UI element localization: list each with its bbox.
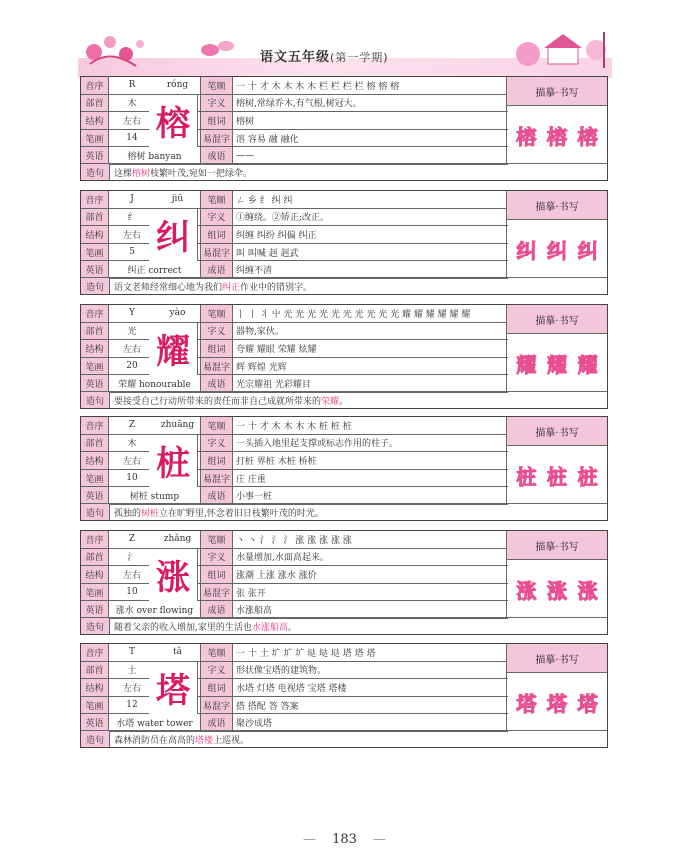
field-label: 组词: [201, 340, 233, 357]
practice-area: [506, 305, 607, 393]
trace-character: 榕: [546, 124, 567, 149]
field-label: 部首: [81, 209, 109, 226]
trace-character: 榕: [516, 124, 537, 149]
trace-character: 耀: [577, 352, 598, 377]
strokes-value: 12: [126, 700, 138, 711]
stroke_order-value: 一 十 土 圹 圹 圹 垯 垯 垯 塔 塔 塔: [236, 648, 376, 659]
example-sentence: 语文老师经常细心地为我们 纠正 作业中的错别字。: [114, 282, 313, 293]
field-label: 造句: [81, 504, 110, 520]
practice-title: 描摹·书写: [507, 191, 607, 220]
trace-character: 纠: [546, 238, 567, 263]
field-label: 组词: [201, 679, 233, 696]
idiom-value: 光宗耀祖 光彩耀目: [236, 380, 311, 391]
page-footer: [0, 832, 689, 847]
initial-value: R: [128, 80, 136, 91]
trace-character: 纠: [577, 238, 598, 263]
field-label: 字义: [201, 435, 233, 452]
meaning-value: 水量增加,水面高起来。: [236, 553, 329, 564]
example-sentence: 这棵 榕树 枝繁叶茂,宛如一把绿伞。: [114, 168, 252, 179]
flower-decoration-icon: [80, 28, 152, 72]
field-label: 组词: [201, 226, 233, 243]
field-label: 部首: [81, 549, 109, 566]
trace-character: 塔: [577, 691, 598, 716]
stroke_order-value: 一 十 才 木 木 木 木 栏 栏 栏 栏 榕 榕 榕: [236, 81, 400, 92]
example-sentence: 孤独的 树桩 立在旷野里,怀念着旧日枝繁叶茂的时光。: [114, 508, 324, 519]
footer-dash: —: [373, 832, 387, 847]
trace-character: 塔: [546, 691, 567, 716]
character-card: [80, 416, 608, 521]
character-card: [80, 643, 608, 748]
trace-character: 纠: [516, 238, 537, 263]
example-sentence-row: [81, 617, 607, 634]
words-value: 涨潮 上涨 涨水 涨价: [236, 570, 317, 581]
stroke_order-value: 丶 丶 氵 氵 氵 涨 涨 涨 涨 涨: [236, 535, 352, 546]
field-label: 部首: [81, 95, 109, 112]
field-label: 音序: [81, 305, 109, 322]
field-label: 笔顺: [201, 191, 233, 208]
field-label: 笔画: [81, 584, 109, 601]
field-label: 成语: [201, 147, 233, 164]
field-label: 字义: [201, 323, 233, 340]
pinyin-value: tǎ: [155, 644, 201, 661]
initial-value: T: [128, 647, 135, 658]
meaning-value: 一头插入地里起支撑或标志作用的柱子。: [236, 439, 399, 450]
english-value: 水塔 water tower: [109, 714, 201, 731]
practice-title: 描摹·书写: [507, 531, 607, 560]
field-label: 易混字: [201, 244, 233, 261]
field-label: 易混字: [201, 358, 233, 375]
meaning-value: ①缠绕。②矫正;改正。: [236, 213, 330, 224]
field-label: 结构: [81, 226, 109, 243]
example-sentence-row: [81, 730, 607, 747]
example-sentence: 随着父亲的收入增加,家里的生活也 水涨船高 。: [114, 622, 297, 633]
english-value: 涨水 over flowing: [109, 601, 201, 618]
character-card: [80, 190, 608, 295]
words-value: 纠缠 纠纷 纠偏 纠正: [236, 230, 317, 241]
confusable-value: 辉 辉煌 光辉: [236, 362, 287, 373]
idiom-value: 小事一桩: [236, 492, 273, 503]
radical-value: 木: [127, 439, 137, 450]
field-label: 结构: [81, 452, 109, 469]
idiom-value: 纠缠不清: [236, 266, 273, 277]
radical-value: 土: [127, 666, 137, 677]
initial-value: Z: [128, 420, 136, 431]
example-sentence-row: [81, 503, 607, 520]
field-label: 组词: [201, 112, 233, 129]
character-card: [80, 304, 608, 409]
field-label: 造句: [81, 731, 110, 747]
field-label: 英语: [81, 147, 109, 164]
confusable-value: 庄 庄重: [236, 474, 266, 485]
radical-value: 木: [127, 99, 137, 110]
field-label: 笔顺: [201, 77, 233, 94]
english-value: 荣耀 honourable: [109, 375, 201, 392]
field-label: 造句: [81, 392, 110, 408]
example-sentence-row: [81, 277, 607, 294]
page-number: 183: [332, 832, 357, 847]
main-character: 纠: [149, 209, 198, 262]
trace-character: 耀: [516, 352, 537, 377]
words-value: 打桩 界桩 木桩 桥桩: [236, 456, 317, 467]
field-label: 结构: [81, 112, 109, 129]
strokes-value: 10: [126, 587, 138, 598]
practice-area: [506, 191, 607, 279]
confusable-value: 搭 搭配 答 答案: [236, 701, 299, 712]
field-label: 英语: [81, 261, 109, 278]
field-label: 笔顺: [201, 644, 233, 661]
field-label: 笔顺: [201, 531, 233, 548]
field-label: 音序: [81, 644, 109, 661]
character-card: [80, 530, 608, 635]
field-label: 组词: [201, 566, 233, 583]
strokes-value: 14: [126, 133, 138, 144]
house-decoration-icon: [508, 28, 612, 74]
trace-character: 桩: [546, 464, 567, 489]
structure-value: 左右: [122, 570, 141, 581]
example-sentence-row: [81, 391, 607, 408]
field-label: 成语: [201, 601, 233, 618]
field-label: 组词: [201, 452, 233, 469]
structure-value: 左右: [122, 344, 141, 355]
structure-value: 左右: [122, 456, 141, 467]
example-sentence-row: [81, 163, 607, 180]
field-label: 字义: [201, 662, 233, 679]
practice-title: 描摹·书写: [507, 305, 607, 334]
field-label: 英语: [81, 601, 109, 618]
field-label: 部首: [81, 435, 109, 452]
character-card: [80, 76, 608, 181]
field-label: 英语: [81, 487, 109, 504]
practice-title: 描摹·书写: [507, 644, 607, 673]
page-title: 语文五年级(第一学期): [260, 50, 389, 65]
idiom-value: ——: [236, 150, 254, 161]
main-character: 涨: [149, 549, 198, 602]
trace-character: 榕: [577, 124, 598, 149]
field-label: 笔顺: [201, 417, 233, 434]
field-label: 易混字: [201, 470, 233, 487]
field-label: 音序: [81, 531, 109, 548]
field-label: 音序: [81, 77, 109, 94]
field-label: 笔画: [81, 470, 109, 487]
example-sentence: 要接受自己行动所带来的责任而非自己成就所带来的 荣耀 。: [114, 396, 349, 407]
stroke_order-value: ㄥ 乡 纟 纠 纠: [236, 195, 293, 206]
field-label: 易混字: [201, 584, 233, 601]
trace-character: 耀: [546, 352, 567, 377]
practice-area: [506, 417, 607, 505]
field-label: 字义: [201, 549, 233, 566]
strokes-value: 10: [126, 473, 138, 484]
trace-character: 涨: [516, 578, 537, 603]
page-header: [78, 28, 612, 76]
words-value: 夸耀 耀眼 荣耀 炫耀: [236, 344, 317, 355]
example-sentence: 森林消防员在高高的 塔楼 上巡视。: [114, 735, 250, 746]
idiom-value: 聚沙成塔: [236, 719, 273, 730]
meaning-value: 器物,家伙。: [236, 327, 284, 338]
practice-title: 描摹·书写: [507, 417, 607, 446]
field-label: 部首: [81, 323, 109, 340]
stroke_order-value: 丨 丨 丬 屮 光 光 光 光 光 光 光 光 光 光 耀 耀 耀 耀 耀 耀: [236, 309, 471, 320]
pinyin-value: jiū: [155, 191, 201, 208]
radical-value: 光: [127, 327, 137, 338]
field-label: 造句: [81, 278, 110, 294]
trace-character: 涨: [546, 578, 567, 603]
stroke_order-value: 一 十 才 木 木 木 木 桩 桩 桩: [236, 421, 352, 432]
main-character: 塔: [149, 662, 198, 715]
practice-area: [506, 644, 607, 732]
structure-value: 左右: [122, 116, 141, 127]
english-value: 纠正 correct: [109, 261, 201, 278]
strokes-value: 5: [129, 247, 135, 258]
field-label: 笔画: [81, 697, 109, 714]
practice-title: 描摹·书写: [507, 77, 607, 106]
field-label: 字义: [201, 209, 233, 226]
field-label: 造句: [81, 618, 110, 634]
field-label: 易混字: [201, 697, 233, 714]
radical-value: 氵: [127, 553, 137, 564]
field-label: 音序: [81, 417, 109, 434]
field-label: 部首: [81, 662, 109, 679]
initial-value: Y: [129, 308, 135, 319]
words-value: 水塔 灯塔 电视塔 宝塔 塔楼: [236, 683, 347, 694]
field-label: 成语: [201, 487, 233, 504]
trace-character: 桩: [516, 464, 537, 489]
trace-character: 桩: [577, 464, 598, 489]
field-label: 成语: [201, 714, 233, 731]
english-value: 树桩 stump: [109, 487, 201, 504]
field-label: 笔画: [81, 358, 109, 375]
pinyin-value: róng: [155, 77, 201, 94]
field-label: 笔画: [81, 244, 109, 261]
trace-character: 涨: [577, 578, 598, 603]
field-label: 音序: [81, 191, 109, 208]
idiom-value: 水涨船高: [236, 606, 273, 617]
english-value: 榕树 banyan: [109, 147, 201, 164]
confusable-value: 叫 叫喊 赳 赳武: [236, 248, 299, 259]
field-label: 造句: [81, 164, 110, 180]
pinyin-value: yào: [155, 305, 201, 322]
field-label: 结构: [81, 340, 109, 357]
words-value: 榕树: [236, 116, 255, 127]
field-label: 结构: [81, 679, 109, 696]
confusable-value: 张 张开: [236, 588, 266, 599]
structure-value: 左右: [122, 230, 141, 241]
trace-character: 塔: [516, 691, 537, 716]
practice-area: [506, 77, 607, 165]
field-label: 笔画: [81, 130, 109, 147]
field-label: 成语: [201, 375, 233, 392]
footer-dash: —: [302, 832, 316, 847]
initial-value: Z: [128, 534, 136, 545]
practice-area: [506, 531, 607, 619]
strokes-value: 20: [126, 361, 138, 372]
structure-value: 左右: [122, 683, 141, 694]
leaf-decoration-icon: [198, 34, 238, 64]
radical-value: 纟: [127, 213, 137, 224]
field-label: 成语: [201, 261, 233, 278]
meaning-value: 榕树,常绿乔木,有气根,树冠大。: [236, 99, 362, 110]
field-label: 英语: [81, 714, 109, 731]
main-character: 榕: [149, 95, 198, 148]
field-label: 结构: [81, 566, 109, 583]
main-character: 耀: [149, 323, 198, 376]
field-label: 英语: [81, 375, 109, 392]
initial-value: J: [130, 194, 134, 205]
pinyin-value: zhuāng: [155, 417, 201, 434]
field-label: 字义: [201, 95, 233, 112]
field-label: 易混字: [201, 130, 233, 147]
pinyin-value: zhǎng: [155, 531, 201, 548]
field-label: 笔顺: [201, 305, 233, 322]
meaning-value: 形状像宝塔的建筑物。: [236, 666, 327, 677]
confusable-value: 溶 容易 融 融化: [236, 134, 299, 145]
main-character: 桩: [149, 435, 198, 488]
